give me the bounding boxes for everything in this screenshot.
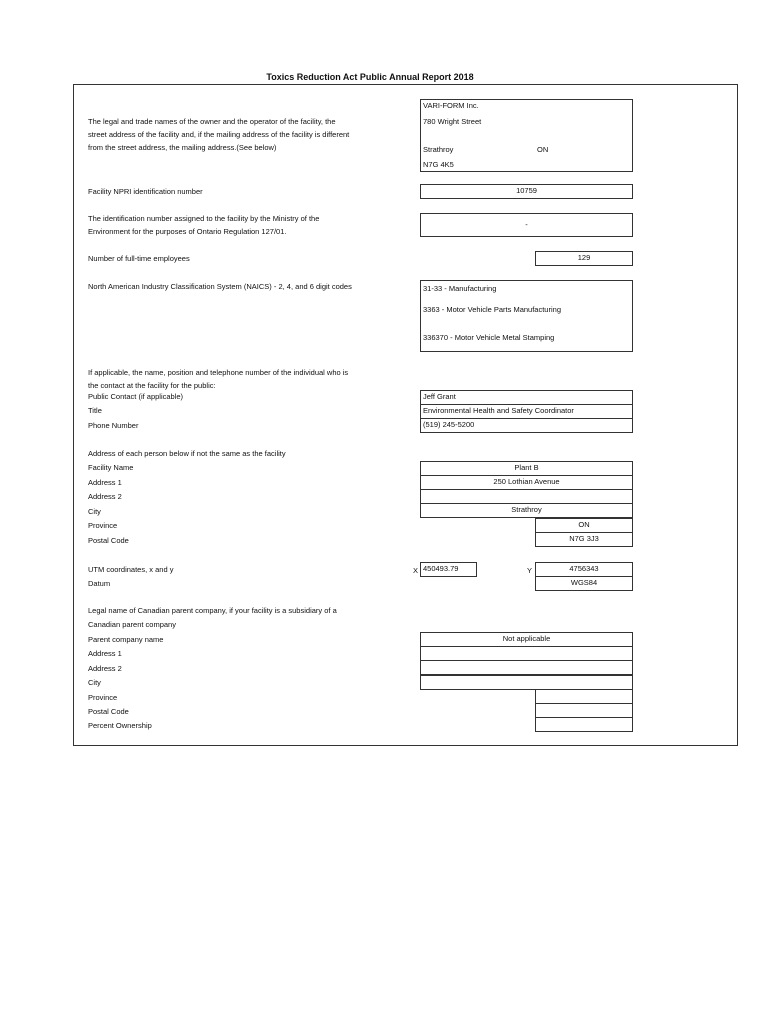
owner-label-3: from the street address, the mailing address.(See below) (88, 143, 277, 152)
person-city: Strathroy (420, 503, 633, 518)
contact-name-label: Public Contact (if applicable) (88, 392, 184, 401)
utm-x-value: 450493.79 (420, 562, 477, 577)
report-frame (73, 84, 738, 746)
owner-label-1: The legal and trade names of the owner and the operator of the facility, the (88, 117, 336, 126)
report-title: Toxics Reduction Act Public Annual Report 2018 (266, 72, 474, 82)
contact-phone: (519) 245-5200 (420, 418, 633, 433)
naics-code: 31-33 - Manufacturing (423, 284, 497, 293)
person-postal: N7G 3J3 (535, 532, 633, 547)
datum-value: WGS84 (535, 576, 633, 591)
parent-label-2: Canadian parent company (88, 620, 176, 629)
contact-title-label: Title (88, 406, 102, 415)
contact-phone-label: Phone Number (88, 421, 139, 430)
parent-name-label: Parent company name (88, 635, 164, 644)
ministry-label-1: The identification number assigned to the facility by the Ministry of the (88, 214, 320, 223)
naics-label: North American Industry Classification System (NAICS) - 2, 4, and 6 digit codes (88, 282, 352, 291)
person-facility-label: Facility Name (88, 463, 134, 472)
parent-postal (535, 703, 633, 718)
employees-label: Number of full-time employees (88, 254, 190, 263)
parent-label-1: Legal name of Canadian parent company, if your facility is a subsidiary of a (88, 606, 337, 615)
parent-address1 (420, 646, 633, 661)
parent-city (420, 675, 633, 690)
naics-code: 3363 - Motor Vehicle Parts Manufacturing (423, 305, 561, 314)
parent-address2-label: Address 2 (88, 664, 122, 673)
datum-label: Datum (88, 579, 111, 588)
utm-x-label: X (413, 566, 419, 575)
parent-province (535, 689, 633, 704)
person-address-heading: Address of each person below if not the same as the facility (88, 449, 286, 458)
person-city-label: City (88, 507, 101, 516)
person-facility: Plant B (420, 461, 633, 476)
parent-address1-label: Address 1 (88, 649, 122, 658)
parent-name: Not applicable (420, 632, 633, 647)
person-address2 (420, 489, 633, 504)
employees-value: 129 (535, 251, 633, 266)
contact-label-2: the contact at the facility for the public: (88, 381, 216, 390)
owner-label-2: street address of the facility and, if the mailing address of the facility is different (88, 130, 350, 139)
owner-address-box (420, 99, 633, 172)
contact-label-1: If applicable, the name, position and telephone number of the individual who is (88, 368, 349, 377)
contact-title: Environmental Health and Safety Coordinator (420, 404, 633, 419)
person-address1: 250 Lothian Avenue (420, 475, 633, 490)
owner-postal: N7G 4K5 (423, 160, 454, 169)
contact-name: Jeff Grant (420, 390, 633, 405)
utm-label: UTM coordinates, x and y (88, 565, 174, 574)
parent-address2 (420, 660, 633, 675)
owner-street: 780 Wright Street (423, 117, 482, 126)
npri-label: Facility NPRI identification number (88, 187, 203, 196)
naics-box (420, 280, 633, 352)
person-address1-label: Address 1 (88, 478, 122, 487)
utm-y-label: Y (527, 566, 533, 575)
person-province-label: Province (88, 521, 118, 530)
parent-ownership (535, 717, 633, 732)
ministry-label-2: Environment for the purposes of Ontario Regulation 127/01. (88, 227, 287, 236)
parent-city-label: City (88, 678, 101, 687)
parent-postal-label: Postal Code (88, 707, 129, 716)
parent-province-label: Province (88, 693, 118, 702)
npri-value: 10759 (420, 184, 633, 199)
person-postal-label: Postal Code (88, 536, 129, 545)
owner-name: VARI-FORM Inc. (423, 101, 479, 110)
utm-y-value: 4756343 (535, 562, 633, 577)
parent-ownership-label: Percent Ownership (88, 721, 152, 730)
owner-province: ON (537, 145, 549, 154)
person-address2-label: Address 2 (88, 492, 122, 501)
owner-city: Strathroy (423, 145, 454, 154)
person-province: ON (535, 518, 633, 533)
naics-code: 336370 - Motor Vehicle Metal Stamping (423, 333, 555, 342)
ministry-value: - (420, 213, 633, 237)
